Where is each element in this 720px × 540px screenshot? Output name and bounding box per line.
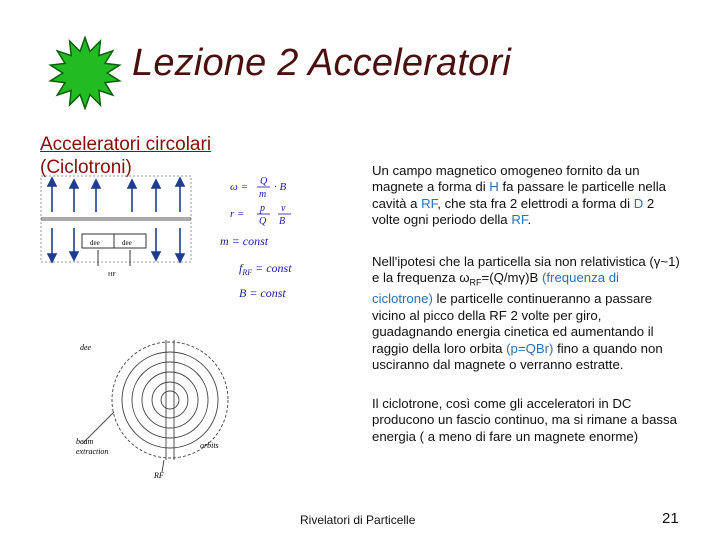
b-const-formula: B = const [239, 286, 286, 300]
radius-formula-lhs: r = [230, 208, 245, 220]
rf-highlight-2: RF [511, 212, 528, 228]
radius-formula-v: v [281, 203, 286, 214]
orbits-label: orbits [200, 441, 219, 450]
magnet-diagram [41, 176, 191, 262]
frf-const-formula: $f_{RF}$ = const [239, 261, 292, 277]
page-number: 21 [662, 510, 679, 527]
hf-label: HF [108, 272, 116, 278]
rf-highlight-1: RF [421, 195, 438, 211]
radius-formula-num: p [260, 203, 265, 214]
subtitle-line-2: (Ciclotroni) [40, 157, 132, 178]
extraction-label: extraction [76, 447, 109, 456]
starburst-shape [50, 37, 119, 108]
d-electrode-highlight: D [633, 195, 644, 211]
omega-formula-lhs: ω = [230, 181, 248, 193]
dee-label-left: dee [90, 239, 100, 247]
omega-formula-num: Q [260, 176, 268, 187]
paragraph-continuous-beam: Il ciclotrone, così come gli acceleratori in DC producono un fascio continuo, ma si rimane a bassa energia ( a meno di fare un magnete enorme) [372, 396, 677, 444]
radius-formula-den: Q [259, 216, 267, 227]
dee-label-right: dee [122, 239, 132, 247]
footer-text: Rivelatori di Particelle [300, 513, 416, 527]
dee-label: dee [80, 343, 92, 352]
green-starburst-icon [48, 36, 122, 110]
mass-const-formula: m = const [220, 234, 269, 248]
radius-formula-b: B [279, 216, 286, 227]
cyclotron-schematic-figure [38, 172, 310, 302]
beam-label: beam [76, 437, 94, 446]
cyclotron-orbits-figure [74, 336, 250, 482]
paragraph-magnetic-field: Un campo magnetico omogeneo fornito da un magnete a forma di H fa passare le particelle nella cavità a RF, che sta fra 2 elettrodi a forma di D 2 volte ogni periodo della RF. [372, 163, 666, 228]
h-magnet-highlight: H [489, 179, 499, 195]
omega-formula-den: m [259, 189, 267, 200]
slide-title: Lezione 2 Acceleratori [132, 42, 511, 84]
cyclotron-frequency-highlight: (frequenza di ciclotrone) [372, 270, 619, 307]
momentum-formula-highlight: (p=QBr) [506, 340, 554, 356]
rf-label: RF [154, 471, 164, 480]
paragraph-cyclotron-frequency: Nell'ipotesi che la particella sia non relativistica (γ~1) e la frequenza $\omega_{RF}=(Q/m\gamma)B$ (frequenza di ciclotrone) le particelle continueranno a passare vicino al picco della RF 2 volte per giro, guadagnando energia cinetica ed aumentando il raggio della loro orbita (p=QBr) fino a quando non usciranno dal magnete o verranno estratte. [372, 254, 680, 373]
subtitle-line-1: Acceleratori circolari [40, 134, 212, 155]
omega-formula-rhs: · B [274, 181, 287, 193]
